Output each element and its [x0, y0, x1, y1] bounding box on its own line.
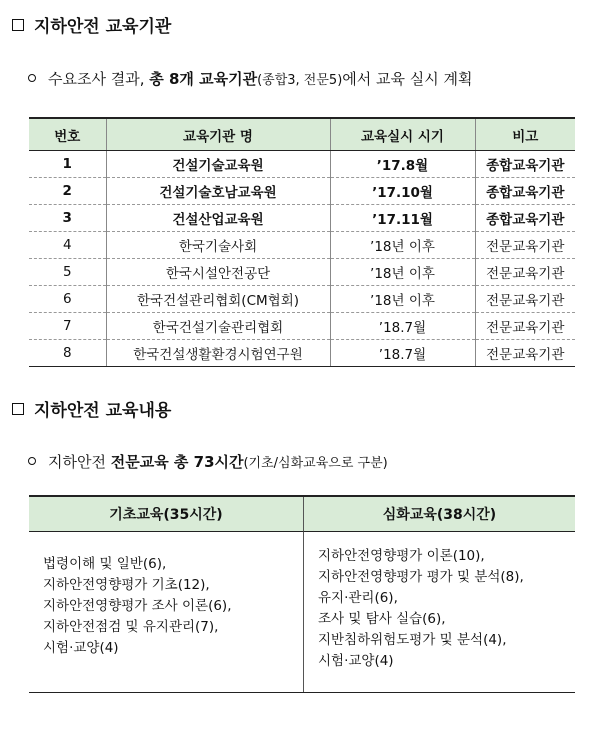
hours-small: (기초/심화교육으로 구분): [243, 456, 388, 471]
header-time: 교육실시 시기: [330, 118, 475, 151]
hours-prefix: 지하안전: [48, 453, 111, 471]
cell-time: ’17.11월: [330, 205, 475, 232]
section-title-text: 지하안전 교육내용: [34, 401, 172, 421]
table-row: [29, 313, 575, 340]
list-item: 유지·관리(6),: [318, 590, 398, 606]
cell-name: 한국건설기술관리협회: [106, 313, 330, 340]
cell-note: 종합교육기관: [475, 151, 575, 178]
list-item: 지하안전영향평가 조사 이론(6),: [43, 598, 232, 614]
section-title-institutions: [12, 12, 171, 37]
institution-table: [29, 117, 575, 367]
cell-note: 전문교육기관: [475, 259, 575, 286]
cell-name: 건설산업교육원: [106, 205, 330, 232]
cell-note: 전문교육기관: [475, 313, 575, 340]
summary-prefix: 수요조사 결과,: [48, 70, 150, 88]
curriculum-table: [29, 495, 575, 693]
list-item: 지하안전영향평가 이론(10),: [318, 548, 485, 564]
table-row: [29, 178, 575, 205]
list-item: 지반침하위험도평가 및 분석(4),: [318, 632, 507, 648]
cell-note: 종합교육기관: [475, 178, 575, 205]
list-item: 지하안전영향평가 기초(12),: [43, 577, 210, 593]
cell-note: 전문교육기관: [475, 232, 575, 259]
cell-note: 전문교육기관: [475, 286, 575, 313]
table-row: [29, 340, 575, 367]
table-row: [29, 232, 575, 259]
cell-name: 건설기술교육원: [106, 151, 330, 178]
cell-time: ’18년 이후: [330, 286, 475, 313]
advanced-course-list: [303, 532, 575, 692]
cell-number: 2: [29, 178, 106, 205]
section-title-text: 지하안전 교육기관: [34, 17, 172, 37]
table-row: [29, 151, 575, 178]
table-row: [29, 205, 575, 232]
cell-time: ’18.7월: [330, 313, 475, 340]
list-item: 지하안전영향평가 평가 및 분석(8),: [318, 569, 524, 585]
cell-number: 4: [29, 232, 106, 259]
list-item: 법령이해 및 일반(6),: [43, 556, 167, 572]
summary-line: [28, 68, 473, 89]
summary-bold: 총 8개 교육기관: [149, 70, 258, 88]
circle-bullet-icon: [28, 457, 36, 465]
cell-number: 8: [29, 340, 106, 367]
cell-name: 건설기술호남교육원: [106, 178, 330, 205]
section-title-content: [12, 396, 171, 421]
table-row: [29, 286, 575, 313]
table-header-row: [29, 118, 575, 151]
summary-small: (종합3, 전문5): [257, 73, 343, 88]
hours-bold: 전문교육 총 73시간: [110, 453, 244, 471]
list-item: 조사 및 탐사 실습(6),: [318, 611, 446, 627]
circle-bullet-icon: [28, 74, 36, 82]
cell-name: 한국시설안전공단: [106, 259, 330, 286]
list-item: 시험·교양(4): [43, 640, 119, 656]
cell-time: ’18년 이후: [330, 259, 475, 286]
cell-number: 1: [29, 151, 106, 178]
cell-number: 3: [29, 205, 106, 232]
summary-suffix: 에서 교육 실시 계획: [342, 70, 473, 88]
cell-number: 7: [29, 313, 106, 340]
square-bullet-icon: [12, 19, 24, 31]
square-bullet-icon: [12, 403, 24, 415]
list-item: 지하안전점검 및 유지관리(7),: [43, 619, 219, 635]
cell-number: 6: [29, 286, 106, 313]
advanced-course-header: 심화교육(38시간): [303, 497, 575, 532]
cell-name: 한국건설관리협회(CM협회): [106, 286, 330, 313]
list-item: 시험·교양(4): [318, 653, 394, 669]
cell-note: 종합교육기관: [475, 205, 575, 232]
basic-course-header: 기초교육(35시간): [29, 497, 303, 532]
cell-time: ’18.7월: [330, 340, 475, 367]
cell-name: 한국기술사회: [106, 232, 330, 259]
cell-time: ’17.10월: [330, 178, 475, 205]
header-number: 번호: [29, 118, 106, 151]
cell-time: ’17.8월: [330, 151, 475, 178]
header-note: 비고: [475, 118, 575, 151]
cell-time: ’18년 이후: [330, 232, 475, 259]
table-row: [29, 259, 575, 286]
cell-name: 한국건설생활환경시험연구원: [106, 340, 330, 367]
cell-number: 5: [29, 259, 106, 286]
header-name: 교육기관 명: [106, 118, 330, 151]
cell-note: 전문교육기관: [475, 340, 575, 367]
basic-course-list: [29, 532, 303, 692]
hours-summary-line: [28, 451, 388, 472]
